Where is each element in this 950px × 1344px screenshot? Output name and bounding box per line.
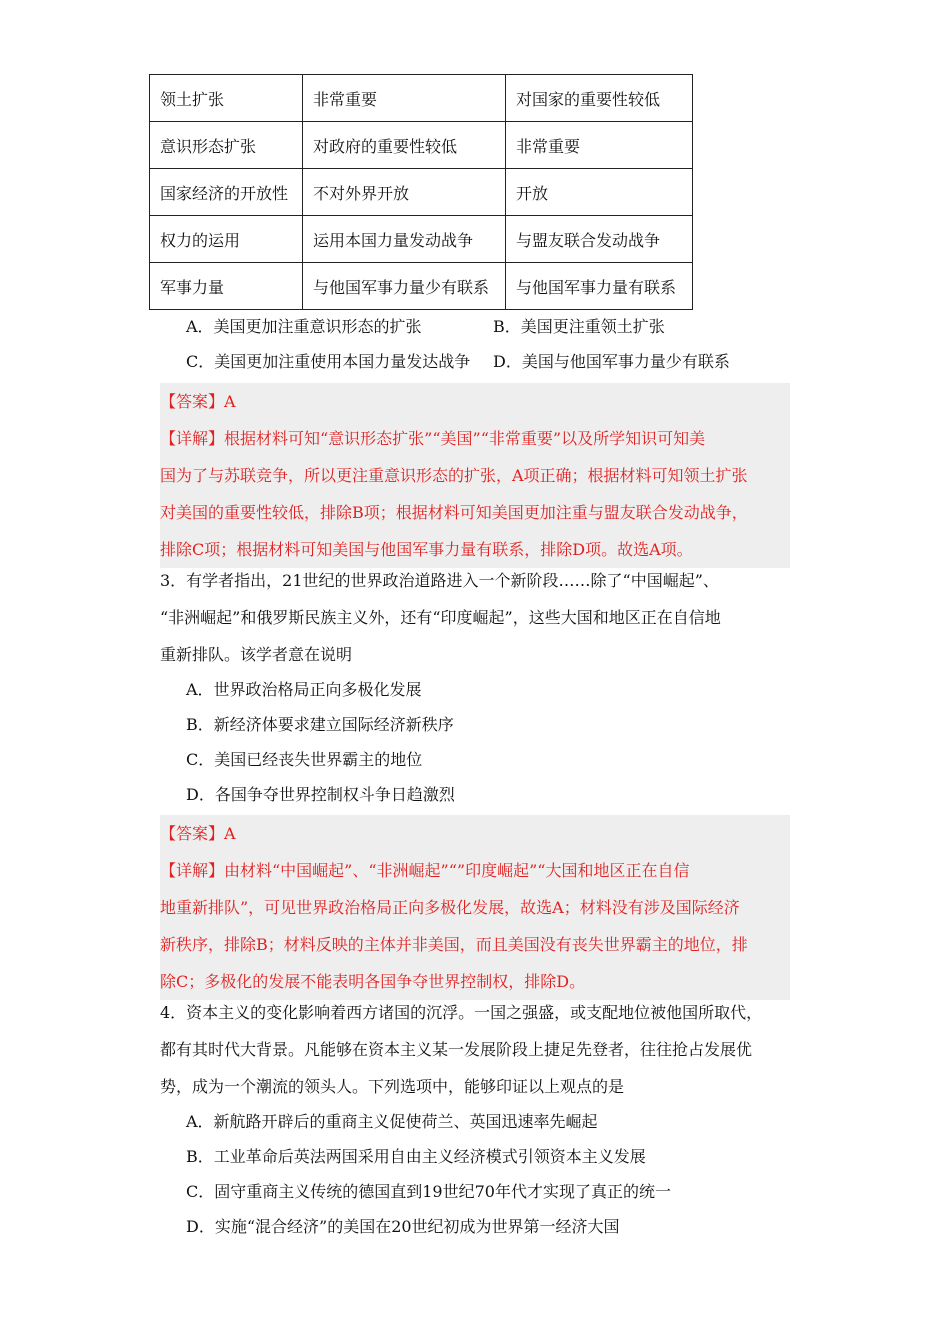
table-cell: 开放 <box>506 169 693 216</box>
q2-answer: 【答案】A <box>160 392 236 411</box>
q2-detail-line: 【详解】根据材料可知“意识形态扩张”“美国”“非常重要”以及所学知识可知美 <box>160 429 706 448</box>
table-cell: 权力的运用 <box>150 216 303 263</box>
q3-stem-line: 3．有学者指出，21世纪的世界政治道路进入一个新阶段……除了“中国崛起”、 <box>160 571 719 590</box>
table-row <box>150 169 693 216</box>
comparison-table <box>149 74 693 310</box>
q4-stem-line: 4．资本主义的变化影响着西方诸国的沉浮。一国之强盛，或支配地位被他国所取代， <box>160 1003 763 1022</box>
q3-option-d: D．各国争夺世界控制权斗争日趋激烈 <box>186 785 455 804</box>
q2-detail-line: 排除C项；根据材料可知美国与他国军事力量有联系，排除D项。故选A项。 <box>160 540 693 559</box>
q3-detail-line: 新秩序，排除B；材料反映的主体并非美国，而且美国没有丧失世界霸主的地位，排 <box>160 935 748 954</box>
table-cell: 不对外界开放 <box>303 169 506 216</box>
q4-option-b: B．工业革命后英法两国采用自由主义经济模式引领资本主义发展 <box>186 1147 646 1166</box>
q2-option-b: B．美国更注重领土扩张 <box>493 317 665 336</box>
table-row <box>150 216 693 263</box>
q3-option-a: A．世界政治格局正向多极化发展 <box>186 680 422 699</box>
q3-detail-line: 地重新排队”，可见世界政治格局正向多极化发展，故选A；材料没有涉及国际经济 <box>160 898 740 917</box>
q4-option-a: A．新航路开辟后的重商主义促使荷兰、英国迅速率先崛起 <box>186 1112 598 1131</box>
table-cell: 军事力量 <box>150 263 303 310</box>
q4-stem-line: 势，成为一个潮流的领头人。下列选项中，能够印证以上观点的是 <box>160 1077 625 1096</box>
table-row <box>150 75 693 122</box>
q3-option-b: B．新经济体要求建立国际经济新秩序 <box>186 715 454 734</box>
q3-answer-block <box>160 815 790 1000</box>
table-cell: 非常重要 <box>303 75 506 122</box>
q2-answer-block <box>160 383 790 568</box>
q2-detail-line: 国为了与苏联竞争，所以更注重意识形态的扩张，A项正确；根据材料可知领土扩张 <box>160 466 748 485</box>
q3-stem-line: 重新排队。该学者意在说明 <box>160 645 353 664</box>
q3-detail-line: 除C；多极化的发展不能表明各国争夺世界控制权，排除D。 <box>160 972 586 991</box>
q4-stem-line: 都有其时代大背景。凡能够在资本主义某一发展阶段上捷足先登者，往往抢占发展优 <box>160 1040 753 1059</box>
q3-stem-line: “非洲崛起”和俄罗斯民族主义外，还有“印度崛起”，这些大国和地区正在自信地 <box>160 608 721 627</box>
table-cell: 意识形态扩张 <box>150 122 303 169</box>
table-cell: 与盟友联合发动战争 <box>506 216 693 263</box>
q2-option-d: D．美国与他国军事力量少有联系 <box>493 352 730 371</box>
table-cell: 对政府的重要性较低 <box>303 122 506 169</box>
table-row <box>150 263 693 310</box>
table-cell: 运用本国力量发动战争 <box>303 216 506 263</box>
q2-detail-line: 对美国的重要性较低，排除B项；根据材料可知美国更加注重与盟友联合发动战争， <box>160 503 748 522</box>
q2-option-a: A．美国更加注重意识形态的扩张 <box>186 317 422 336</box>
q4-option-c: C．固守重商主义传统的德国直到19世纪70年代才实现了真正的统一 <box>186 1182 671 1201</box>
table-row <box>150 122 693 169</box>
table-cell: 与他国军事力量有联系 <box>506 263 693 310</box>
q2-option-c: C．美国更加注重使用本国力量发达战争 <box>186 352 471 371</box>
table-cell: 领土扩张 <box>150 75 303 122</box>
q3-option-c: C．美国已经丧失世界霸主的地位 <box>186 750 423 769</box>
q4-option-d: D．实施“混合经济”的美国在20世纪初成为世界第一经济大国 <box>186 1217 620 1236</box>
q3-detail-line: 【详解】由材料“中国崛起”、“非洲崛起”“”印度崛起”“大国和地区正在自信 <box>160 861 690 880</box>
table-cell: 对国家的重要性较低 <box>506 75 693 122</box>
table-cell: 国家经济的开放性 <box>150 169 303 216</box>
q3-answer: 【答案】A <box>160 824 236 843</box>
table-cell: 非常重要 <box>506 122 693 169</box>
table-cell: 与他国军事力量少有联系 <box>303 263 506 310</box>
